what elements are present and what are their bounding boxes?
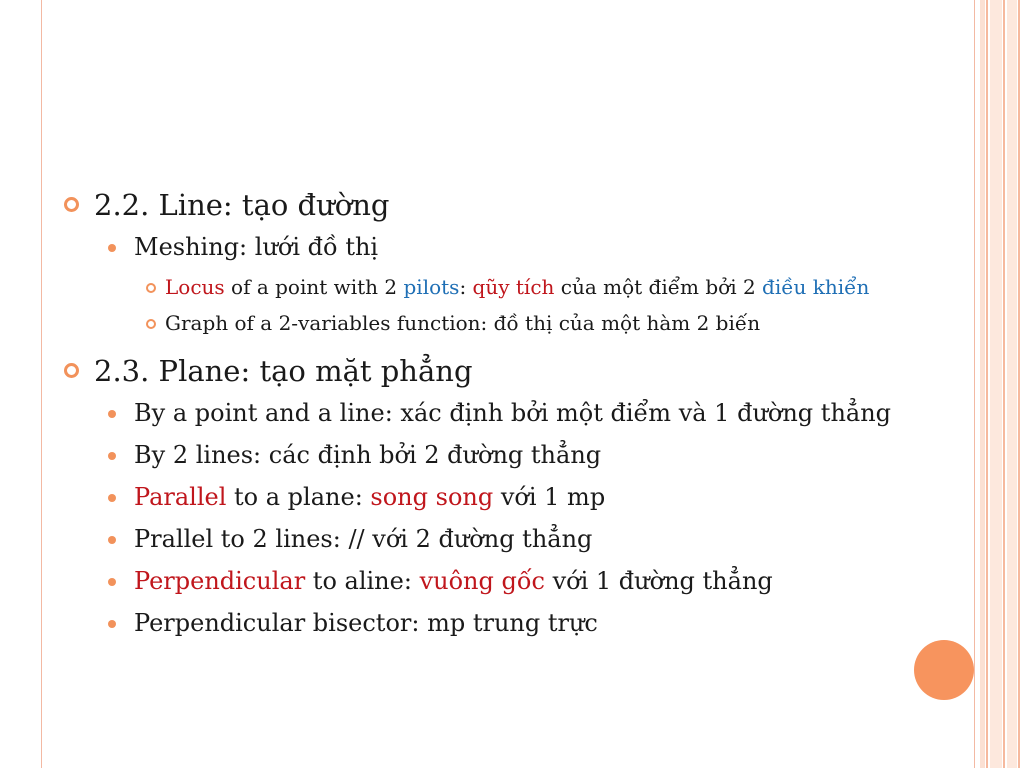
bullet-two-lines [62, 438, 922, 472]
bullet-point-and-line [62, 396, 922, 430]
text-part: to a plane: [226, 483, 371, 511]
term-quy-tich: qũy tích [472, 275, 555, 299]
bullet-text: Prallel to 2 lines: // với 2 đường thẳng [134, 525, 593, 553]
bullet-text: 2.2. Line: tạo đường [94, 188, 390, 222]
term-parallel: Parallel [134, 483, 227, 511]
bullet-text: Perpendicular bisector: mp trung trực [134, 609, 598, 637]
bullet-plane [62, 352, 922, 390]
dot-bullet-icon [108, 410, 116, 418]
term-locus: Locus [165, 275, 225, 299]
dot-bullet-icon [108, 494, 116, 502]
term-vuong-goc: vuông gốc [419, 567, 545, 595]
text-part: của một điểm bởi 2 [554, 275, 763, 299]
dot-bullet-icon [108, 452, 116, 460]
ring-bullet-icon [64, 197, 79, 212]
text-part: với 1 đường thẳng [544, 567, 773, 595]
dot-bullet-icon [108, 578, 116, 586]
bullet-text: 2.3. Plane: tạo mặt phẳng [94, 354, 473, 388]
decorative-circle [914, 640, 974, 700]
bullet-line [62, 186, 922, 224]
slide-content [62, 186, 922, 648]
term-pilots: pilots [403, 275, 460, 299]
bullet-text: By 2 lines: các định bởi 2 đường thẳng [134, 441, 602, 469]
decorative-stripe [1007, 0, 1017, 768]
bullet-parallel-plane [62, 480, 922, 514]
decorative-stripe [986, 0, 988, 768]
dot-bullet-icon [108, 244, 116, 252]
bullet-text: Meshing: lưới đồ thị [134, 233, 379, 261]
decorative-stripe [1003, 0, 1005, 768]
term-dieu-khien: điều khiển [762, 275, 870, 299]
bullet-perpendicular [62, 564, 922, 598]
bullet-text: Graph of a 2-variables function: đồ thị của một hàm 2 biến [165, 311, 761, 335]
bullet-graph [62, 308, 922, 338]
decorative-stripe [990, 0, 1002, 768]
dot-bullet-icon [108, 620, 116, 628]
ring-bullet-icon [146, 283, 156, 293]
bullet-meshing [62, 230, 922, 264]
bullet-bisector [62, 606, 922, 640]
text-part: với 1 mp [493, 483, 606, 511]
bullet-parallel-lines [62, 522, 922, 556]
bullet-text: By a point and a line: xác định bởi một điểm và 1 đường thẳng [134, 399, 892, 427]
bullet-locus [62, 272, 922, 302]
dot-bullet-icon [108, 536, 116, 544]
text-part: : [459, 275, 473, 299]
term-song-song: song song [370, 483, 494, 511]
text-part: to aline: [305, 567, 420, 595]
text-part: of a point with 2 [224, 275, 404, 299]
ring-bullet-icon [146, 319, 156, 329]
decorative-stripe [1018, 0, 1020, 768]
term-perpendicular: Perpendicular [134, 567, 306, 595]
decorative-stripe [980, 0, 985, 768]
ring-bullet-icon [64, 363, 79, 378]
